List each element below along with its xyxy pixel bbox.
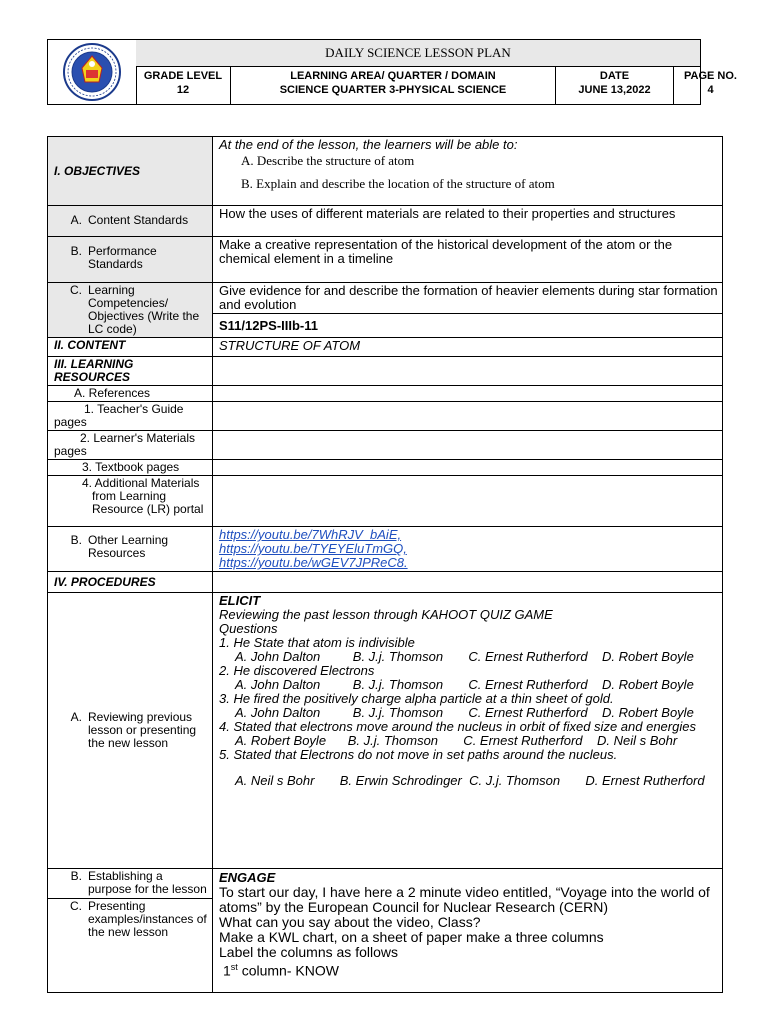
grade-level-cell (136, 66, 231, 104)
question-2: 2. He discovered Electrons (219, 663, 375, 678)
engage-title: ENGAGE (219, 870, 276, 885)
content-label-cell (48, 338, 213, 357)
elicit-title: ELICIT (219, 593, 261, 608)
objectives-label: I. OBJECTIVES (54, 163, 141, 178)
procedures-value (213, 572, 723, 593)
question-2-choices: A. John Dalton B. J.j. Thomson C. Ernest Rutherford D. Robert Boyle (235, 677, 694, 692)
engage-paragraph-2: What can you say about the video, Class? (219, 914, 481, 930)
question-5: 5. Stated that Electrons do not move in set paths around the nucleus. (219, 747, 618, 762)
elicit-intro: Reviewing the past lesson through KAHOOT QUIZ GAME (219, 607, 553, 622)
content-value: STRUCTURE OF ATOM (213, 338, 723, 357)
procedures-row (48, 572, 723, 593)
textbook-row (48, 460, 723, 476)
purpose-label: Establishing a purpose for the lesson (88, 869, 207, 896)
question-1: 1. He State that atom is indivisible (219, 635, 415, 650)
content-standards-row (48, 206, 723, 237)
learning-resources-label-cell (48, 357, 213, 386)
questions-label: Questions (219, 621, 278, 636)
document-title: DAILY SCIENCE LESSON PLAN (136, 40, 700, 67)
learning-resources-value (213, 357, 723, 386)
elicit-cell (213, 593, 723, 869)
examples-label: Presenting examples/instances of the new lesson (88, 899, 207, 939)
teachers-guide-row (48, 402, 723, 431)
video-link-1[interactable]: https://youtu.be/7WhRJV_bAiE, (219, 527, 402, 542)
engage-cell (213, 869, 723, 993)
other-resources-label: Other Learning Resources (88, 533, 169, 560)
competencies-label-cell (48, 283, 213, 338)
question-5-choices: A. Neil s Bohr B. Erwin Schrodinger C. J.j. Thomson D. Ernest Rutherford (235, 773, 705, 788)
content-standards-num: A. (70, 213, 82, 227)
performance-standards-label: Performance Standards (88, 244, 157, 271)
examples-num: C. (70, 899, 82, 913)
other-resources-label-cell (48, 527, 213, 572)
page-no-label: PAGE NO. (684, 70, 737, 82)
video-link-3[interactable]: https://youtu.be/wGEV7JPReC8. (219, 555, 408, 570)
learning-resources-row (48, 357, 723, 386)
lc-code: S11/12PS-IIIb-11 (213, 314, 723, 338)
grade-level-value: 12 (176, 84, 190, 96)
reviewing-label-cell (48, 593, 213, 869)
reviewing-label: Reviewing previous lesson or presenting the new lesson (88, 710, 197, 750)
reviewing-num: A. (70, 710, 82, 724)
question-4: 4. Stated that electrons move around the nucleus in orbit of fixed size and energies (219, 719, 696, 734)
additional-materials-value (213, 476, 723, 527)
learners-materials-value (213, 431, 723, 460)
engage-paragraph-1: To start our day, I have here a 2 minute video entitled, “Voyage into the world of atoms” by the European Council for Nuclear Research (CERN) (219, 884, 710, 915)
learners-materials-label: 2. Learner's Materials pages (48, 431, 213, 460)
date-label: DATE (599, 70, 630, 82)
page-no-value: 4 (707, 84, 714, 96)
performance-standards-row (48, 237, 723, 283)
objectives-row (48, 137, 723, 206)
engage-row (48, 869, 723, 993)
competencies-label: Learning Competencies/ Objectives (Write the LC code) (88, 283, 200, 336)
learning-area-label: LEARNING AREA/ QUARTER / DOMAIN (290, 70, 496, 82)
kwl-column-1 (219, 960, 718, 979)
engage-label-cell (48, 869, 213, 993)
purpose-num: B. (70, 869, 82, 883)
objective-b: B. Explain and describe the location of the structure of atom (241, 176, 555, 191)
competencies-value: Give evidence for and describe the formation of heavier elements during star formation and evolution (213, 283, 723, 314)
learning-area-cell (231, 66, 556, 104)
engage-paragraph-4: Label the columns as follows (219, 944, 398, 960)
additional-materials-label: 4. Additional Materials from Learning Resource (LR) portal (48, 476, 213, 527)
page-no-cell (674, 66, 747, 104)
procedures-label: IV. PROCEDURES (54, 574, 156, 589)
other-resources-num: B. (70, 533, 82, 547)
objectives-intro: At the end of the lesson, the learners will be able to: (219, 137, 518, 152)
references-value (213, 386, 723, 402)
references-label: A. References (48, 386, 213, 402)
video-link-2[interactable]: https://youtu.be/TYEYEluTmGQ, (219, 541, 407, 556)
elicit-row (48, 593, 723, 869)
engage-paragraph-3: Make a KWL chart, on a sheet of paper make a three columns (219, 929, 604, 945)
content-standards-value: How the uses of different materials are related to their properties and structures (213, 206, 723, 237)
kwl-column-1-sup: st (230, 962, 238, 972)
performance-standards-num: B. (70, 244, 82, 258)
performance-standards-label-cell (48, 237, 213, 283)
objectives-cell (213, 137, 723, 206)
performance-standards-value: Make a creative representation of the historical development of the atom or the chemical element in a timeline (213, 237, 723, 283)
question-3: 3. He fired the positively charge alpha particle at a thin sheet of gold. (219, 691, 614, 706)
question-3-choices: A. John Dalton B. J.j. Thomson C. Ernest Rutherford D. Robert Boyle (235, 705, 694, 720)
lesson-plan-header (47, 39, 737, 105)
other-resources-links (213, 527, 723, 572)
date-cell (556, 66, 674, 104)
content-label: II. CONTENT (54, 338, 126, 352)
textbook-label: 3. Textbook pages (48, 460, 213, 476)
objectives-label-cell (48, 137, 213, 206)
grade-level-label: GRADE LEVEL (143, 70, 223, 82)
teachers-guide-label: 1. Teacher's Guide pages (48, 402, 213, 431)
question-1-choices: A. John Dalton B. J.j. Thomson C. Ernest Rutherford D. Robert Boyle (235, 649, 694, 664)
competencies-num: C. (70, 283, 82, 297)
teachers-guide-value (213, 402, 723, 431)
procedures-label-cell (48, 572, 213, 593)
question-4-choices: A. Robert Boyle B. J.j. Thomson C. Ernest Rutherford D. Neil s Bohr (235, 733, 678, 748)
learning-resources-label: III. LEARNING RESOURCES (54, 357, 134, 384)
other-resources-row (48, 527, 723, 572)
deped-seal-icon (55, 42, 129, 102)
kwl-column-1-num: 1 (223, 962, 231, 979)
textbook-value (213, 460, 723, 476)
content-row (48, 338, 723, 357)
references-row (48, 386, 723, 402)
learning-area-value: SCIENCE QUARTER 3-PHYSICAL SCIENCE (279, 84, 507, 96)
logo-cell (48, 40, 137, 104)
learners-materials-row (48, 431, 723, 460)
objective-a: A. Describe the structure of atom (241, 153, 415, 168)
date-value: JUNE 13,2022 (578, 84, 651, 96)
lesson-plan-table (47, 136, 723, 993)
content-standards-label: Content Standards (88, 213, 189, 227)
additional-materials-row (48, 476, 723, 527)
kwl-column-1-text: column- KNOW (237, 962, 339, 979)
competencies-row (48, 283, 723, 314)
content-standards-label-cell (48, 206, 213, 237)
